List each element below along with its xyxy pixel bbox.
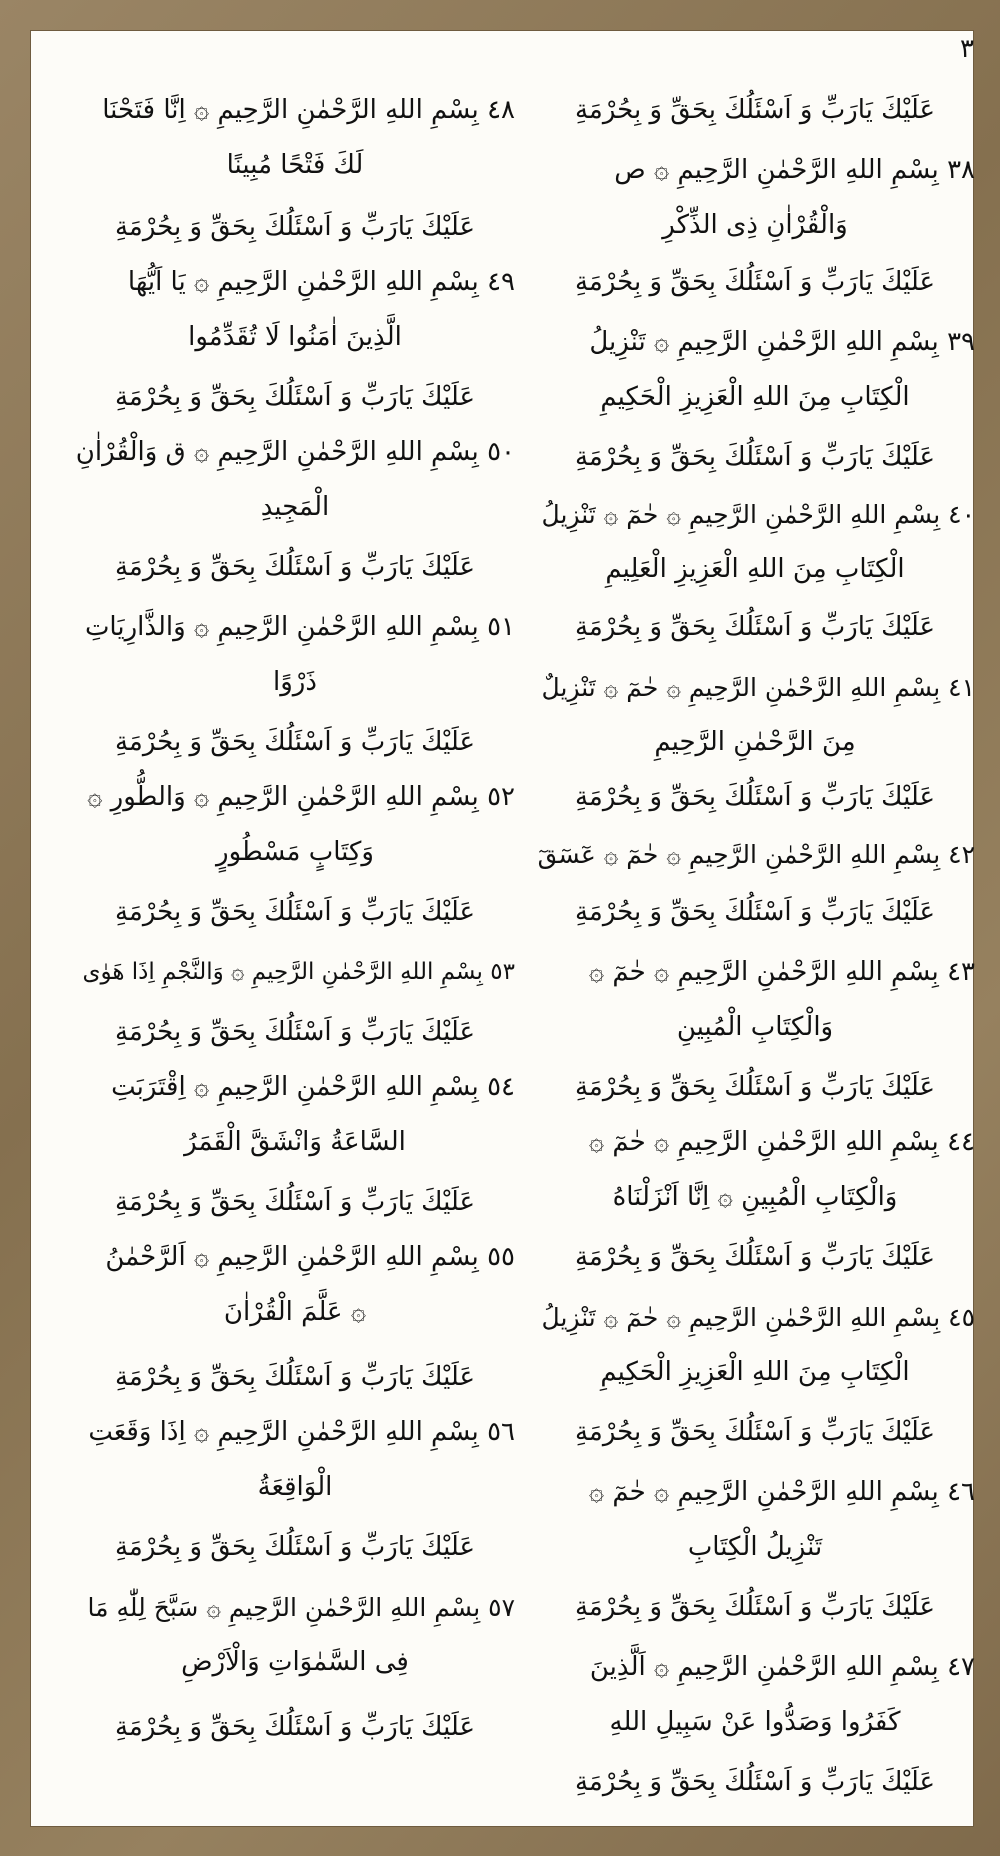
refrain-line xyxy=(535,83,975,138)
text-line: كَفَرُوا وَصَدُّوا عَنْ سَبِيلِ اللهِ xyxy=(609,1707,901,1737)
refrain-line xyxy=(535,885,975,940)
text-line: ٤٧ بِسْمِ اللهِ الرَّحْمٰنِ الرَّحِيمِ ۞ اَلَّذِينَ xyxy=(589,1652,975,1682)
refrain-line xyxy=(75,200,515,255)
text-line: تَنْزِيلُ الْكِتَابِ xyxy=(687,1532,823,1562)
text-line: فِى السَّمٰوَاتِ وَالْاَرْضِ xyxy=(181,1647,409,1677)
refrain-line xyxy=(75,715,515,770)
text-line: ۞ عَلَّمَ الْقُرْاٰنَ xyxy=(223,1297,367,1327)
surah-entry xyxy=(535,315,975,425)
surah-entry xyxy=(535,1465,975,1575)
text-line: عَلَيْكَ يَارَبِّ وَ اَسْئَلُكَ بِحَقِّ وَ بِحُرْمَةِ xyxy=(114,1712,476,1742)
refrain-line xyxy=(75,1350,515,1405)
text-line: ٤١ بِسْمِ اللهِ الرَّحْمٰنِ الرَّحِيمِ ۞ حٰمٓ ۞ تَنْزِيلٌ xyxy=(541,673,975,702)
refrain-line xyxy=(535,1060,975,1115)
text-line: الْكِتَابِ مِنَ اللهِ الْعَزِيزِ الْعَلِيمِ xyxy=(605,554,905,584)
text-line: عَلَيْكَ يَارَبِّ وَ اَسْئَلُكَ بِحَقِّ وَ بِحُرْمَةِ xyxy=(114,1532,476,1562)
text-line: عَلَيْكَ يَارَبِّ وَ اَسْئَلُكَ بِحَقِّ وَ بِحُرْمَةِ xyxy=(114,552,476,582)
surah-entry xyxy=(535,1640,975,1750)
text-line: ٣٩ بِسْمِ اللهِ الرَّحْمٰنِ الرَّحِيمِ ۞ تَنْزِيلُ xyxy=(589,327,975,357)
text-line: عَلَيْكَ يَارَبِّ وَ اَسْئَلُكَ بِحَقِّ وَ بِحُرْمَةِ xyxy=(574,1242,936,1272)
text-line: ٥٤ بِسْمِ اللهِ الرَّحْمٰنِ الرَّحِيمِ ۞ اِقْتَرَبَتِ xyxy=(111,1072,515,1102)
text-line: ٤٦ بِسْمِ اللهِ الرَّحْمٰنِ الرَّحِيمِ ۞ حٰمٓ ۞ xyxy=(588,1477,975,1507)
right-column xyxy=(535,65,975,1825)
refrain-line xyxy=(535,1580,975,1635)
text-line: عَلَيْكَ يَارَبِّ وَ اَسْئَلُكَ بِحَقِّ وَ بِحُرْمَةِ xyxy=(574,95,936,125)
text-line: ذَرْوًا xyxy=(273,667,317,697)
text-line: عَلَيْكَ يَارَبِّ وَ اَسْئَلُكَ بِحَقِّ وَ بِحُرْمَةِ xyxy=(574,1767,936,1797)
text-line: عَلَيْكَ يَارَبِّ وَ اَسْئَلُكَ بِحَقِّ وَ بِحُرْمَةِ xyxy=(114,897,476,927)
refrain-line xyxy=(535,600,975,655)
text-line: الْكِتَابِ مِنَ اللهِ الْعَزِيزِ الْحَكِيمِ xyxy=(600,1357,910,1387)
text-line: عَلَيْكَ يَارَبِّ وَ اَسْئَلُكَ بِحَقِّ وَ بِحُرْمَةِ xyxy=(574,1072,936,1102)
text-line: عَلَيْكَ يَارَبِّ وَ اَسْئَلُكَ بِحَقِّ وَ بِحُرْمَةِ xyxy=(574,782,936,812)
surah-entry xyxy=(75,1580,515,1690)
surah-entry xyxy=(535,1290,975,1400)
text-line: ٤٠ بِسْمِ اللهِ الرَّحْمٰنِ الرَّحِيمِ ۞ حٰمٓ ۞ تَنْزِيلُ xyxy=(541,500,975,529)
surah-entry xyxy=(75,425,515,535)
text-line: ٥٠ بِسْمِ اللهِ الرَّحْمٰنِ الرَّحِيمِ ۞ ق وَالْقُرْاٰنِ xyxy=(75,437,515,467)
surah-entry xyxy=(75,770,515,880)
text-line: عَلَيْكَ يَارَبِّ وَ اَسْئَلُكَ بِحَقِّ وَ بِحُرْمَةِ xyxy=(114,727,476,757)
text-line: ٥٦ بِسْمِ اللهِ الرَّحْمٰنِ الرَّحِيمِ ۞ اِذَا وَقَعَتِ xyxy=(88,1417,515,1447)
text-line: لَكَ فَتْحًا مُبِينًا xyxy=(226,150,364,180)
text-line: الْمَجِيدِ xyxy=(260,492,330,522)
text-line: ٤٩ بِسْمِ اللهِ الرَّحْمٰنِ الرَّحِيمِ ۞ يَا اَيُّهَا xyxy=(127,267,515,297)
text-line: عَلَيْكَ يَارَبِّ وَ اَسْئَلُكَ بِحَقِّ وَ بِحُرْمَةِ xyxy=(574,442,936,472)
text-line: ٤٤ بِسْمِ اللهِ الرَّحْمٰنِ الرَّحِيمِ ۞ حٰمٓ ۞ xyxy=(588,1127,975,1157)
text-line: عَلَيْكَ يَارَبِّ وَ اَسْئَلُكَ بِحَقِّ وَ بِحُرْمَةِ xyxy=(114,212,476,242)
left-column xyxy=(75,65,515,1825)
refrain-line xyxy=(75,885,515,940)
surah-entry xyxy=(535,487,975,597)
refrain-line xyxy=(535,1230,975,1285)
text-line: ٥١ بِسْمِ اللهِ الرَّحْمٰنِ الرَّحِيمِ ۞ وَالذَّارِيَاتِ xyxy=(84,612,515,642)
surah-entry xyxy=(75,1230,515,1340)
text-line: ٣٨ بِسْمِ اللهِ الرَّحْمٰنِ الرَّحِيمِ ۞ ص xyxy=(614,155,975,185)
refrain-line xyxy=(535,430,975,485)
text-line: عَلَيْكَ يَارَبِّ وَ اَسْئَلُكَ بِحَقِّ وَ بِحُرْمَةِ xyxy=(574,1417,936,1447)
text-line: ٤٨ بِسْمِ اللهِ الرَّحْمٰنِ الرَّحِيمِ ۞ اِنَّا فَتَحْنَا xyxy=(102,95,515,125)
surah-entry xyxy=(535,945,975,1055)
text-line: عَلَيْكَ يَارَبِّ وَ اَسْئَلُكَ بِحَقِّ وَ بِحُرْمَةِ xyxy=(114,1187,476,1217)
text-line: عَلَيْكَ يَارَبِّ وَ اَسْئَلُكَ بِحَقِّ وَ بِحُرْمَةِ xyxy=(574,267,936,297)
refrain-line xyxy=(535,1755,975,1810)
text-line: ٥٣ بِسْمِ اللهِ الرَّحْمٰنِ الرَّحِيمِ ۞ وَالنَّجْمِ اِذَا هَوٰى xyxy=(82,959,515,985)
text-line: ٤٢ بِسْمِ اللهِ الرَّحْمٰنِ الرَّحِيمِ ۞ حٰمٓ ۞ عٓسٓقٓ xyxy=(537,840,975,869)
text-line: السَّاعَةُ وَانْشَقَّ الْقَمَرُ xyxy=(184,1127,406,1157)
text-line: وَالْكِتَابِ الْمُبِينِ xyxy=(676,1012,834,1042)
text-line: وَالْكِتَابِ الْمُبِينِ ۞ اِنَّا اَنْزَلْنَاهُ xyxy=(612,1182,898,1212)
surah-entry xyxy=(75,83,515,193)
surah-entry xyxy=(75,1405,515,1515)
text-line: مِنَ الرَّحْمٰنِ الرَّحِيمِ xyxy=(654,727,856,757)
text-line: عَلَيْكَ يَارَبِّ وَ اَسْئَلُكَ بِحَقِّ وَ بِحُرْمَةِ xyxy=(114,1017,476,1047)
text-line: الْكِتَابِ مِنَ اللهِ الْعَزِيزِ الْحَكِيمِ xyxy=(600,382,910,412)
text-line: ٥٧ بِسْمِ اللهِ الرَّحْمٰنِ الرَّحِيمِ ۞ سَبَّحَ لِلّٰهِ مَا xyxy=(87,1593,515,1622)
page-number: ٣ xyxy=(960,34,974,64)
surah-entry xyxy=(535,660,975,770)
surah-entry xyxy=(75,945,515,1000)
text-line: عَلَيْكَ يَارَبِّ وَ اَسْئَلُكَ بِحَقِّ وَ بِحُرْمَةِ xyxy=(114,382,476,412)
surah-entry xyxy=(75,600,515,710)
document-sheet xyxy=(30,30,974,1827)
refrain-line xyxy=(75,1175,515,1230)
text-line: ٥٥ بِسْمِ اللهِ الرَّحْمٰنِ الرَّحِيمِ ۞ اَلرَّحْمٰنُ xyxy=(105,1242,515,1272)
refrain-line xyxy=(535,770,975,825)
text-line: الَّذِينَ اٰمَنُوا لَا تُقَدِّمُوا xyxy=(188,322,402,352)
surah-entry xyxy=(535,1115,975,1225)
text-line: ٥٢ بِسْمِ اللهِ الرَّحْمٰنِ الرَّحِيمِ ۞ وَالطُّورِ ۞ xyxy=(87,782,515,812)
surah-entry xyxy=(535,827,975,882)
surah-entry xyxy=(535,143,975,253)
text-line: عَلَيْكَ يَارَبِّ وَ اَسْئَلُكَ بِحَقِّ وَ بِحُرْمَةِ xyxy=(574,612,936,642)
text-line: ٤٣ بِسْمِ اللهِ الرَّحْمٰنِ الرَّحِيمِ ۞ حٰمٓ ۞ xyxy=(588,957,975,987)
refrain-line xyxy=(75,1520,515,1575)
refrain-line xyxy=(75,1005,515,1060)
text-line: الْوَاقِعَةُ xyxy=(257,1472,333,1502)
text-line: عَلَيْكَ يَارَبِّ وَ اَسْئَلُكَ بِحَقِّ وَ بِحُرْمَةِ xyxy=(574,1592,936,1622)
surah-entry xyxy=(75,1060,515,1170)
refrain-line xyxy=(75,1700,515,1755)
text-line: وَالْقُرْاٰنِ ذِى الذِّكْرِ xyxy=(662,210,848,240)
refrain-line xyxy=(535,255,975,310)
text-line: ٤٥ بِسْمِ اللهِ الرَّحْمٰنِ الرَّحِيمِ ۞ حٰمٓ ۞ تَنْزِيلُ xyxy=(541,1303,975,1332)
refrain-line xyxy=(75,370,515,425)
surah-entry xyxy=(75,255,515,365)
text-line: عَلَيْكَ يَارَبِّ وَ اَسْئَلُكَ بِحَقِّ وَ بِحُرْمَةِ xyxy=(114,1362,476,1392)
text-line: عَلَيْكَ يَارَبِّ وَ اَسْئَلُكَ بِحَقِّ وَ بِحُرْمَةِ xyxy=(574,897,936,927)
text-line: وَكِتَابٍ مَسْطُورٍ xyxy=(216,837,374,867)
refrain-line xyxy=(75,540,515,595)
refrain-line xyxy=(535,1405,975,1460)
